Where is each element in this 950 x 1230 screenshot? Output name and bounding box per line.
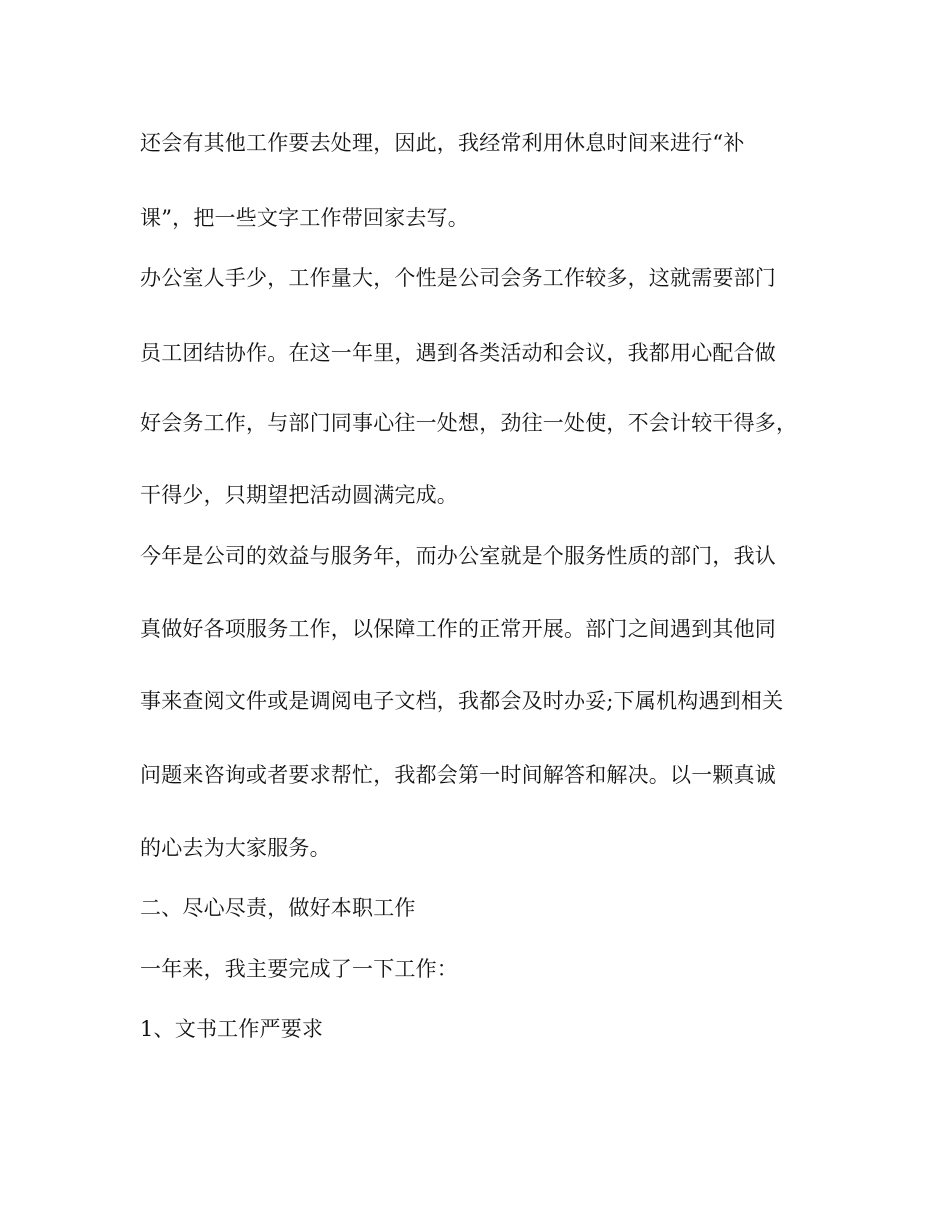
paragraph-line: 还会有其他工作要去处理，因此，我经常利用休息时间来进行“补 — [140, 131, 745, 155]
paragraph-line: 员工团结协作。在这一年里，遇到各类活动和会议，我都用心配合做 — [140, 341, 776, 365]
paragraph-line: 今年是公司的效益与服务年，而办公室就是个服务性质的部门，我认 — [140, 544, 776, 568]
paragraph-line: 好会务工作，与部门同事心往一处想，劲往一处使，不会计较干得多， — [140, 411, 798, 435]
paragraph-line: 办公室人手少，工作量大，个性是公司会务工作较多，这就需要部门 — [140, 266, 776, 290]
paragraph-line: 课”，把一些文字工作带回家去写。 — [140, 206, 469, 230]
paragraph-line: 的心去为大家服务。 — [140, 836, 331, 860]
paragraph-line: 一年来，我主要完成了一下工作： — [140, 957, 458, 981]
paragraph-line: 事来查阅文件或是调阅电子文档，我都会及时办妥;下属机构遇到相关 — [140, 689, 784, 713]
section-heading: 二、尽心尽责，做好本职工作 — [140, 896, 416, 920]
paragraph-line: 真做好各项服务工作，以保障工作的正常开展。部门之间遇到其他同 — [140, 617, 776, 641]
paragraph-line: 干得少，只期望把活动圆满完成。 — [140, 483, 458, 507]
subsection-heading: 1、文书工作严要求 — [140, 1017, 324, 1041]
paragraph-line: 问题来咨询或者要求帮忙，我都会第一时间解答和解决。以一颗真诚 — [140, 763, 776, 787]
